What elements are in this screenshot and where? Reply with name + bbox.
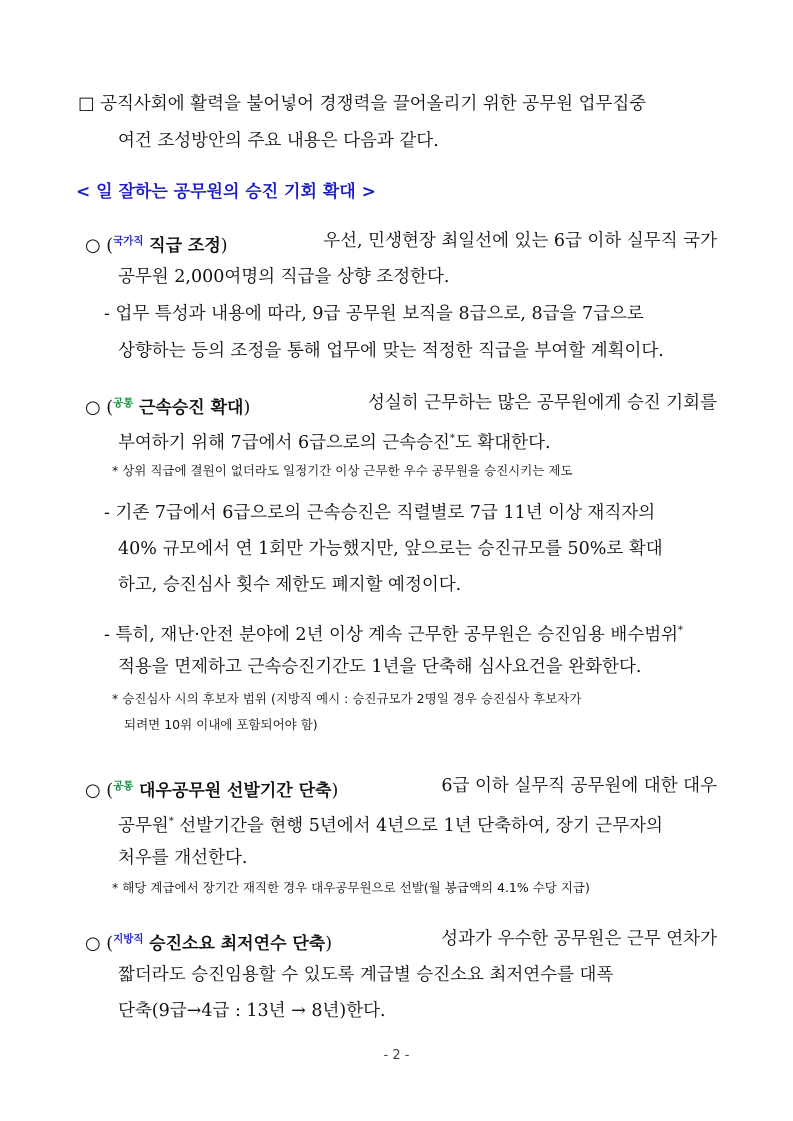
footnote-star: * (678, 625, 684, 636)
section-heading: < 일 잘하는 공무원의 승진 기회 확대 > (76, 182, 376, 202)
item-1-text-2: 공무원 2,000여명의 직급을 상향 조정한다. (118, 267, 450, 287)
item-3-text-2 (118, 811, 663, 837)
item-2-text-2a: 부여하기 위해 7급에서 6급으로의 근속승진 (118, 433, 450, 453)
item-3-text-2b: 선발기간을 현행 5년에서 4년으로 1년 단축하여, 장기 근무자의 (173, 816, 663, 836)
circle-bullet-icon: ○ (85, 235, 101, 256)
intro-text-2: 여건 조성방안의 주요 내용은 다음과 같다. (118, 131, 439, 151)
intro-line-2 (118, 130, 439, 152)
item-1-title: 직급 조정 (149, 236, 221, 256)
item-4-title: 승진소요 최저연수 단축 (149, 934, 326, 954)
intro-text-1: □ 공직사회에 활력을 불어넣어 경쟁력을 끌어올리기 위한 공무원 업무집중 (78, 94, 647, 114)
circle-bullet-icon: ○ (85, 780, 101, 801)
footnote-star: * (168, 816, 174, 827)
item-2-text-2 (118, 428, 551, 454)
item-2-sub-2-line-1 (104, 620, 683, 646)
item-3-tag: 공통 (113, 780, 134, 792)
item-3-text-1: 6급 이하 실무직 공무원에 대한 대우 (441, 776, 717, 796)
circle-bullet-icon: ○ (85, 933, 101, 954)
item-2-text-1: 성실히 근무하는 많은 공무원에게 승진 기회를 (367, 393, 717, 413)
item-3-note: * 해당 계급에서 장기간 재직한 경우 대우공무원으로 선발(월 봉급액의 4.1% 수당 지급) (112, 880, 590, 895)
circle-bullet-icon: ○ (85, 397, 101, 418)
item-3-title: 대우공무원 선발기간 단축 (139, 781, 332, 801)
item-2-sub-2-note-1: * 승진심사 시의 후보자 범위 (지방직 예시 : 승진규모가 2명일 경우 승진심사 후보자가 (112, 691, 582, 706)
item-3-line-1: ○ ($^{공통}$ 대우공무원 선발기간 단축) 6급 이하 실무직 공무원에 대한 대우 (85, 776, 717, 801)
item-2-text-2b: 도 확대한다. (454, 433, 551, 453)
item-2-note: * 상위 직급에 결원이 없더라도 일정기간 이상 근무한 우수 공무원을 승진시키는 제도 (112, 463, 573, 478)
item-1-sub-1-line-1: - 업무 특성과 내용에 따라, 9급 공무원 보직을 8급으로, 8급을 7급으로 (104, 304, 644, 324)
item-1-tag: 국가직 (113, 235, 144, 247)
item-2-title: 근속승진 확대 (139, 398, 244, 418)
item-2-sub-2-note-2: 되려면 10위 이내에 포함되어야 함) (124, 717, 318, 732)
item-2-sub-1-line-3: 하고, 승진심사 횟수 제한도 폐지할 예정이다. (118, 575, 462, 595)
item-4-text-3: 단축(9급→4급 : 13년 → 8년)한다. (118, 1001, 386, 1021)
item-2-sub-1-line-2: 40% 규모에서 연 1회만 가능했지만, 앞으로는 승진규모를 50%로 확대 (118, 539, 663, 559)
item-3-text-2a: 공무원 (118, 816, 169, 836)
item-2-sub-1-line-1: - 기존 7급에서 6급으로의 근속승진은 직렬별로 7급 11년 이상 재직자의 (104, 503, 656, 523)
item-2-sub-2-line-2: 적용을 면제하고 근속승진기간도 1년을 단축해 심사요건을 완화한다. (118, 657, 642, 677)
item-4-text-1: 성과가 우수한 공무원은 근무 연차가 (441, 929, 717, 949)
item-2-sub-2-text-1: - 특히, 재난·안전 분야에 2년 이상 계속 근무한 공무원은 승진임용 배수범위 (104, 625, 679, 645)
item-4-text-2: 짧더라도 승진임용할 수 있도록 계급별 승진소요 최저연수를 대폭 (118, 965, 614, 985)
footnote-star: * (449, 433, 455, 444)
item-4-line-1: ○ ($^{지방직}$ 승진소요 최저연수 단축) 성과가 우수한 공무원은 근무 연차가 (85, 929, 717, 954)
intro-line-1 (78, 93, 716, 115)
item-2-line-1: ○ ($^{공통}$ 근속승진 확대) 성실히 근무하는 많은 공무원에게 승진 기회를 (85, 393, 717, 418)
item-1-sub-1-line-2: 상향하는 등의 조정을 통해 업무에 맞는 적정한 직급을 부여할 계획이다. (118, 341, 664, 361)
item-2-tag: 공통 (113, 397, 134, 409)
item-4-tag: 지방직 (113, 933, 144, 945)
item-3-text-3: 처우를 개선한다. (118, 848, 248, 868)
page-number: - 2 - (383, 1048, 410, 1063)
item-1-line-1: ○ ($^{국가직}$ 직급 조정) 우선, 민생현장 최일선에 있는 6급 이하 실무직 국가 (85, 231, 717, 256)
item-1-text-1: 우선, 민생현장 최일선에 있는 6급 이하 실무직 국가 (323, 231, 717, 251)
